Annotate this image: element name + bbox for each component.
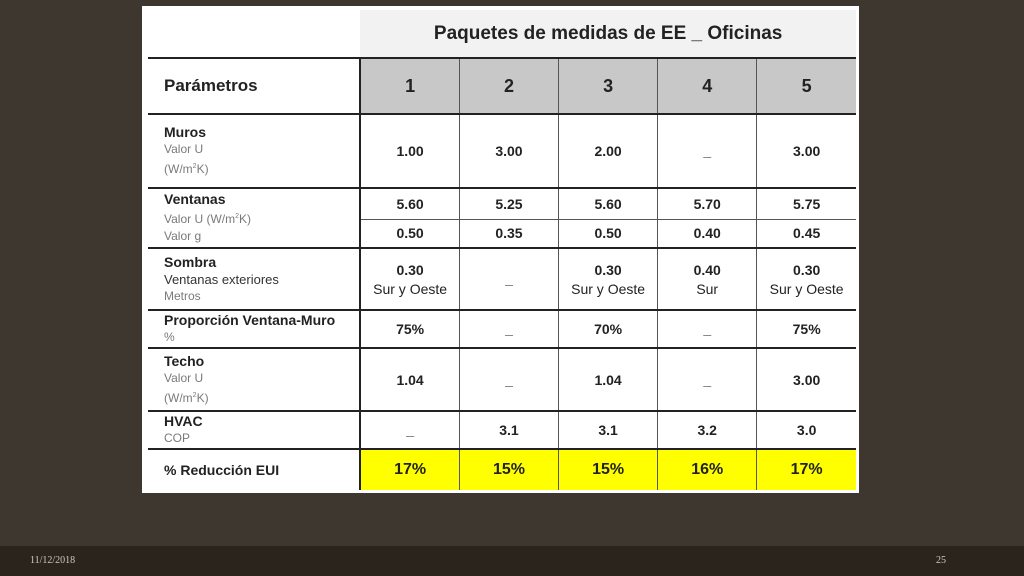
cell-muros-2: 3.00 [459, 114, 558, 188]
cell-proporcion-4: _ [658, 310, 757, 348]
cell-eui-3: 15% [559, 449, 658, 490]
cell-eui-2: 15% [459, 449, 558, 490]
cell-techo-1: 1.04 [360, 348, 459, 411]
cell-sombra-2: _ [459, 248, 558, 310]
page-number: 25 [936, 555, 946, 566]
header-package-1: 1 [360, 58, 459, 114]
header-package-3: 3 [559, 58, 658, 114]
row-proporcion [148, 310, 856, 348]
cell-techo-4: _ [658, 348, 757, 411]
cell-proporcion-2: _ [459, 310, 558, 348]
param-name: Techo [164, 352, 205, 369]
param-sub: Valor g [164, 229, 202, 243]
cell-proporcion-3: 70% [559, 310, 658, 348]
cell-hvac-5: 3.0 [757, 411, 856, 449]
header-row [148, 58, 856, 114]
cell-proporcion-5: 75% [757, 310, 856, 348]
cell-hvac-4: 3.2 [658, 411, 757, 449]
param-name: Sombra [164, 253, 217, 270]
cell-eui-1: 17% [360, 449, 459, 490]
cell-techo-3: 1.04 [559, 348, 658, 411]
cell-hvac-3: 3.1 [559, 411, 658, 449]
cell-ventanas-g-4: 0.40 [658, 219, 757, 248]
row-hvac [148, 411, 856, 449]
row-ventanas-u [148, 188, 856, 219]
cell-ventanas-g-5: 0.45 [757, 219, 856, 248]
table-title: Paquetes de medidas de EE _ Oficinas [360, 10, 856, 58]
cell-sombra-3: 0.30 Sur y Oeste [559, 248, 658, 310]
param-name: Ventanas [164, 191, 226, 207]
cell-eui-5: 17% [757, 449, 856, 490]
param-name: HVAC [164, 413, 203, 429]
cell-proporcion-1: 75% [360, 310, 459, 348]
measures-table [148, 10, 856, 490]
param-sub: Valor U [164, 370, 204, 385]
header-package-2: 2 [459, 58, 558, 114]
cell-eui-4: 16% [658, 449, 757, 490]
cell-sombra-5: 0.30 Sur y Oeste [757, 248, 856, 310]
cell-muros-5: 3.00 [757, 114, 856, 188]
cell-muros-1: 1.00 [360, 114, 459, 188]
cell-sombra-1: 0.30 Sur y Oeste [360, 248, 459, 310]
cell-ventanas-g-2: 0.35 [459, 219, 558, 248]
slide-footer [0, 546, 1024, 576]
param-name: Proporción Ventana-Muro [164, 312, 336, 328]
cell-techo-2: _ [459, 348, 558, 411]
cell-ventanas-u-1: 5.60 [360, 188, 459, 219]
param-sub: Valor U [164, 142, 204, 156]
param-eui: % Reducción EUI [148, 449, 360, 490]
row-eui [148, 449, 856, 490]
cell-ventanas-g-1: 0.50 [360, 219, 459, 248]
cell-ventanas-u-5: 5.75 [757, 188, 856, 219]
measures-table-image [142, 6, 859, 493]
cell-hvac-1: _ [360, 411, 459, 449]
param-sombra [148, 248, 360, 310]
cell-ventanas-u-3: 5.60 [559, 188, 658, 219]
row-sombra [148, 248, 856, 310]
param-unit: COP [164, 431, 191, 445]
cell-sombra-4: 0.40 Sur [658, 248, 757, 310]
cell-muros-3: 2.00 [559, 114, 658, 188]
param-techo [148, 348, 360, 411]
param-unit: $(W/m^2K)$ [164, 162, 209, 176]
cell-hvac-2: 3.1 [459, 411, 558, 449]
cell-ventanas-g-3: 0.50 [559, 219, 658, 248]
title-blank-cell [148, 10, 360, 58]
cell-muros-4: _ [658, 114, 757, 188]
param-unit: $(W/m^2K)$ [164, 390, 209, 405]
param-ventanas [148, 188, 360, 248]
param-muros [148, 114, 360, 188]
row-techo [148, 348, 856, 411]
param-hvac [148, 411, 360, 449]
param-unit: Valor U $(W/m^2K)$ [164, 212, 252, 226]
cell-ventanas-u-2: 5.25 [459, 188, 558, 219]
header-package-5: 5 [757, 58, 856, 114]
title-row [148, 10, 856, 58]
header-package-4: 4 [658, 58, 757, 114]
param-sub: Ventanas exteriores [164, 271, 279, 287]
cell-ventanas-u-4: 5.70 [658, 188, 757, 219]
row-muros [148, 114, 856, 188]
header-parametros: Parámetros [148, 58, 360, 114]
param-unit: Metros [164, 288, 201, 303]
param-proporcion [148, 310, 360, 348]
param-name: Muros [164, 124, 206, 140]
footer-date: 11/12/2018 [30, 555, 76, 566]
cell-techo-5: 3.00 [757, 348, 856, 411]
param-unit: % [164, 330, 175, 344]
